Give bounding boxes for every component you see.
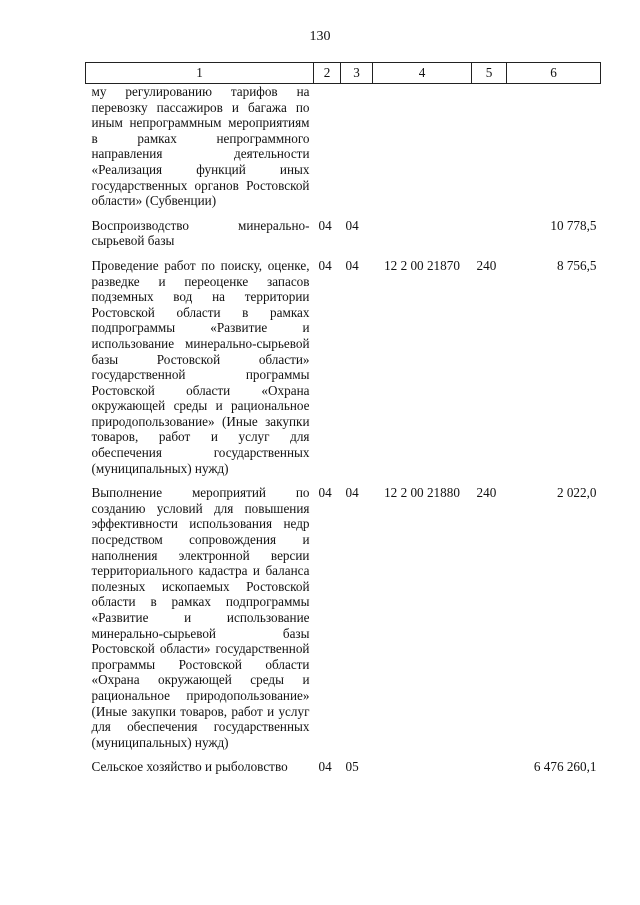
- table-header-row: [86, 63, 601, 84]
- row-target-article: 12 2 00 21880: [384, 485, 460, 501]
- page-number: 130: [309, 29, 331, 44]
- row-subsection: [341, 84, 373, 209]
- row-section: 04: [318, 759, 332, 775]
- row-expense-type: [472, 750, 507, 775]
- row-section: 04: [318, 485, 332, 501]
- table-row: [86, 249, 601, 476]
- row-expense-type: 240: [476, 257, 497, 273]
- row-subsection: 04: [345, 485, 359, 501]
- table-row: [86, 750, 601, 775]
- row-expense-type: 240: [476, 485, 497, 501]
- row-section: 04: [318, 257, 332, 273]
- budget-table: [85, 62, 601, 775]
- table-row: [86, 209, 601, 249]
- row-target-article: [373, 750, 472, 775]
- row-subsection: 04: [345, 217, 359, 233]
- row-amount: [507, 84, 601, 209]
- row-subsection: 05: [345, 759, 359, 775]
- row-amount: 10 778,5: [550, 217, 597, 233]
- row-section: 04: [318, 217, 332, 233]
- row-target-article: 12 2 00 21870: [384, 257, 460, 273]
- table-row: [86, 84, 601, 209]
- row-name: Выполнение мероприятий по созданию условий для повышения эффективности использования недр посредством сопровождения и наполнения электронной версии территориального кадастра и баланса полезных ископаемых Ростовской области в рамках подпрограммы «Развитие и использование минерально-сырьевой базы Ростовской области» государственной программы Ростовской области «Охрана окружающей среды и рациональное природопользование» (Иные закупки товаров, работ и услуг для обеспечения государственных (муниципальных) нужд): [91, 485, 310, 750]
- row-subsection: 04: [345, 257, 359, 273]
- column-header-4: 4: [373, 63, 472, 84]
- row-amount: 2 022,0: [556, 485, 597, 501]
- row-name: Воспроизводство минерально-сырьевой базы: [91, 217, 310, 249]
- column-header-1: 1: [86, 63, 314, 84]
- row-name: му регулированию тарифов на перевозку пассажиров и багажа по иным непрограммным мероприятиям в рамках непрограммного направления деятельности «Реализация функций иных государственных органов Ростовской области» (Субвенции): [91, 84, 310, 209]
- row-name: Сельское хозяйство и рыболовство: [91, 759, 288, 775]
- row-target-article: [373, 84, 472, 209]
- row-target-article: [373, 209, 472, 249]
- row-section: [314, 84, 341, 209]
- row-expense-type: [472, 84, 507, 209]
- column-header-3: 3: [341, 63, 373, 84]
- row-amount: 8 756,5: [556, 257, 597, 273]
- column-header-2: 2: [314, 63, 341, 84]
- row-amount: 6 476 260,1: [533, 759, 597, 775]
- row-name: Проведение работ по поиску, оценке, разведке и переоценке запасов подземных вод на территории Ростовской области в рамках подпрограммы «Развитие и использование минерально-сырьевой базы Ростовской области» государственной программы Ростовской области «Охрана окружающей среды и рациональное природопользование» (Иные закупки товаров, работ и услуг для обеспечения государственных (муниципальных) нужд): [91, 257, 310, 476]
- row-expense-type: [472, 209, 507, 249]
- column-header-5: 5: [472, 63, 507, 84]
- table-row: [86, 476, 601, 750]
- column-header-6: 6: [507, 63, 601, 84]
